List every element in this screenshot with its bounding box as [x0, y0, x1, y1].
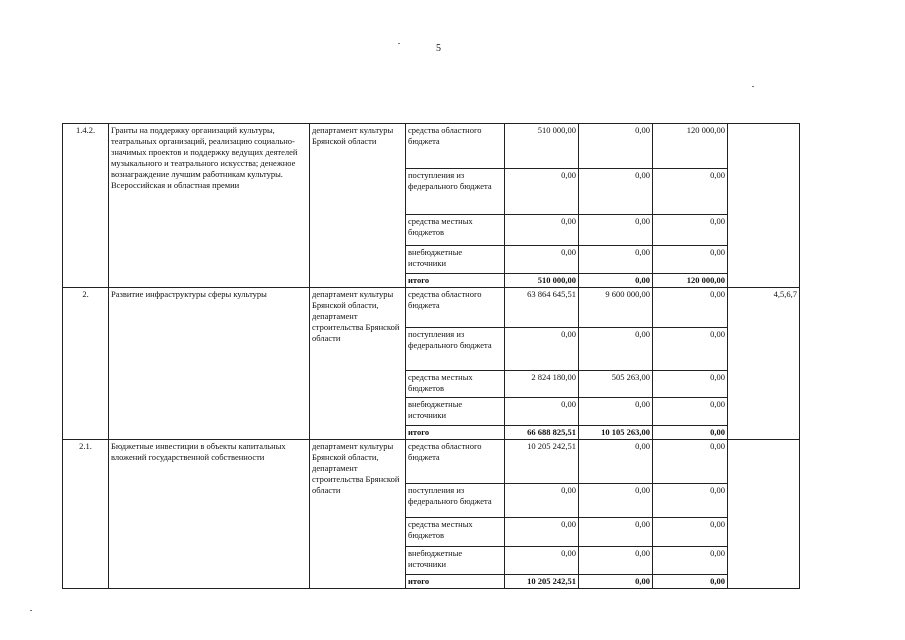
- amount-year-3: 0,00: [653, 371, 728, 398]
- amount-year-2: 0,00: [579, 518, 653, 547]
- amount-year-3: 0,00: [653, 575, 728, 589]
- amount-year-1: 0,00: [505, 246, 579, 274]
- funding-source: средства областного бюджета: [406, 124, 505, 169]
- amount-year-2: 0,00: [579, 124, 653, 169]
- amount-year-2: 0,00: [579, 547, 653, 575]
- section-number: 2.1.: [63, 440, 109, 589]
- table-row: [63, 124, 800, 169]
- section-number: 2.: [63, 288, 109, 440]
- funding-source: итого: [406, 426, 505, 440]
- amount-year-3: 0,00: [653, 440, 728, 484]
- budget-table: [62, 123, 800, 589]
- funding-source: поступления из федерального бюджета: [406, 484, 505, 518]
- amount-year-2: 0,00: [579, 575, 653, 589]
- amount-year-1: 66 688 825,51: [505, 426, 579, 440]
- amount-year-2: 10 105 263,00: [579, 426, 653, 440]
- scan-speck: [30, 610, 32, 611]
- funding-source: итого: [406, 274, 505, 288]
- amount-year-3: 0,00: [653, 518, 728, 547]
- amount-year-3: 0,00: [653, 398, 728, 426]
- amount-year-2: 0,00: [579, 440, 653, 484]
- amount-year-3: 120 000,00: [653, 274, 728, 288]
- section-department: департамент культуры Брянской области: [310, 124, 406, 288]
- funding-source: поступления из федерального бюджета: [406, 328, 505, 371]
- table-row: [63, 440, 800, 484]
- section-indicators: [728, 124, 800, 288]
- funding-source: поступления из федерального бюджета: [406, 169, 505, 215]
- amount-year-1: 63 864 645,51: [505, 288, 579, 328]
- amount-year-1: 0,00: [505, 169, 579, 215]
- scan-speck: [752, 86, 754, 87]
- section-title: Бюджетные инвестиции в объекты капитальных вложений государственной собственности: [109, 440, 310, 589]
- amount-year-3: 0,00: [653, 328, 728, 371]
- scan-speck: [398, 43, 400, 44]
- amount-year-1: 0,00: [505, 484, 579, 518]
- amount-year-1: 0,00: [505, 518, 579, 547]
- section-number: 1.4.2.: [63, 124, 109, 288]
- funding-source: средства местных бюджетов: [406, 371, 505, 398]
- amount-year-2: 0,00: [579, 328, 653, 371]
- funding-source: средства областного бюджета: [406, 288, 505, 328]
- amount-year-1: 2 824 180,00: [505, 371, 579, 398]
- page-number: 5: [436, 43, 441, 54]
- amount-year-3: 0,00: [653, 215, 728, 246]
- amount-year-1: 0,00: [505, 328, 579, 371]
- amount-year-2: 0,00: [579, 246, 653, 274]
- section-title: Развитие инфраструктуры сферы культуры: [109, 288, 310, 440]
- funding-source: итого: [406, 575, 505, 589]
- funding-source: средства областного бюджета: [406, 440, 505, 484]
- amount-year-3: 0,00: [653, 547, 728, 575]
- amount-year-2: 0,00: [579, 215, 653, 246]
- amount-year-3: 0,00: [653, 288, 728, 328]
- funding-source: средства местных бюджетов: [406, 518, 505, 547]
- amount-year-2: 0,00: [579, 169, 653, 215]
- amount-year-1: 10 205 242,51: [505, 440, 579, 484]
- amount-year-2: 0,00: [579, 398, 653, 426]
- amount-year-1: 10 205 242,51: [505, 575, 579, 589]
- funding-source: внебюджетные источники: [406, 547, 505, 575]
- section-department: департамент культуры Брянской области, департамент строительства Брянской области: [310, 288, 406, 440]
- amount-year-3: 0,00: [653, 426, 728, 440]
- amount-year-1: 0,00: [505, 547, 579, 575]
- amount-year-3: 0,00: [653, 169, 728, 215]
- section-department: департамент культуры Брянской области, департамент строительства Брянской области: [310, 440, 406, 589]
- funding-source: средства местных бюджетов: [406, 215, 505, 246]
- section-indicators: [728, 440, 800, 589]
- funding-source: внебюджетные источники: [406, 246, 505, 274]
- section-title: Гранты на поддержку организаций культуры, театральных организаций, реализацию социально-значимых проектов и поддержку ведущих деятелей музыкального и театрального искусства; денежное вознаграждение лучшим работникам культуры. Всероссийская и областная премии: [109, 124, 310, 288]
- amount-year-3: 0,00: [653, 484, 728, 518]
- section-indicators: 4,5,6,7: [728, 288, 800, 440]
- amount-year-1: 0,00: [505, 215, 579, 246]
- amount-year-1: 510 000,00: [505, 124, 579, 169]
- amount-year-2: 0,00: [579, 484, 653, 518]
- amount-year-1: 510 000,00: [505, 274, 579, 288]
- amount-year-2: 0,00: [579, 274, 653, 288]
- funding-source: внебюджетные источники: [406, 398, 505, 426]
- amount-year-3: 120 000,00: [653, 124, 728, 169]
- amount-year-2: 505 263,00: [579, 371, 653, 398]
- amount-year-1: 0,00: [505, 398, 579, 426]
- table-row: [63, 288, 800, 328]
- amount-year-3: 0,00: [653, 246, 728, 274]
- amount-year-2: 9 600 000,00: [579, 288, 653, 328]
